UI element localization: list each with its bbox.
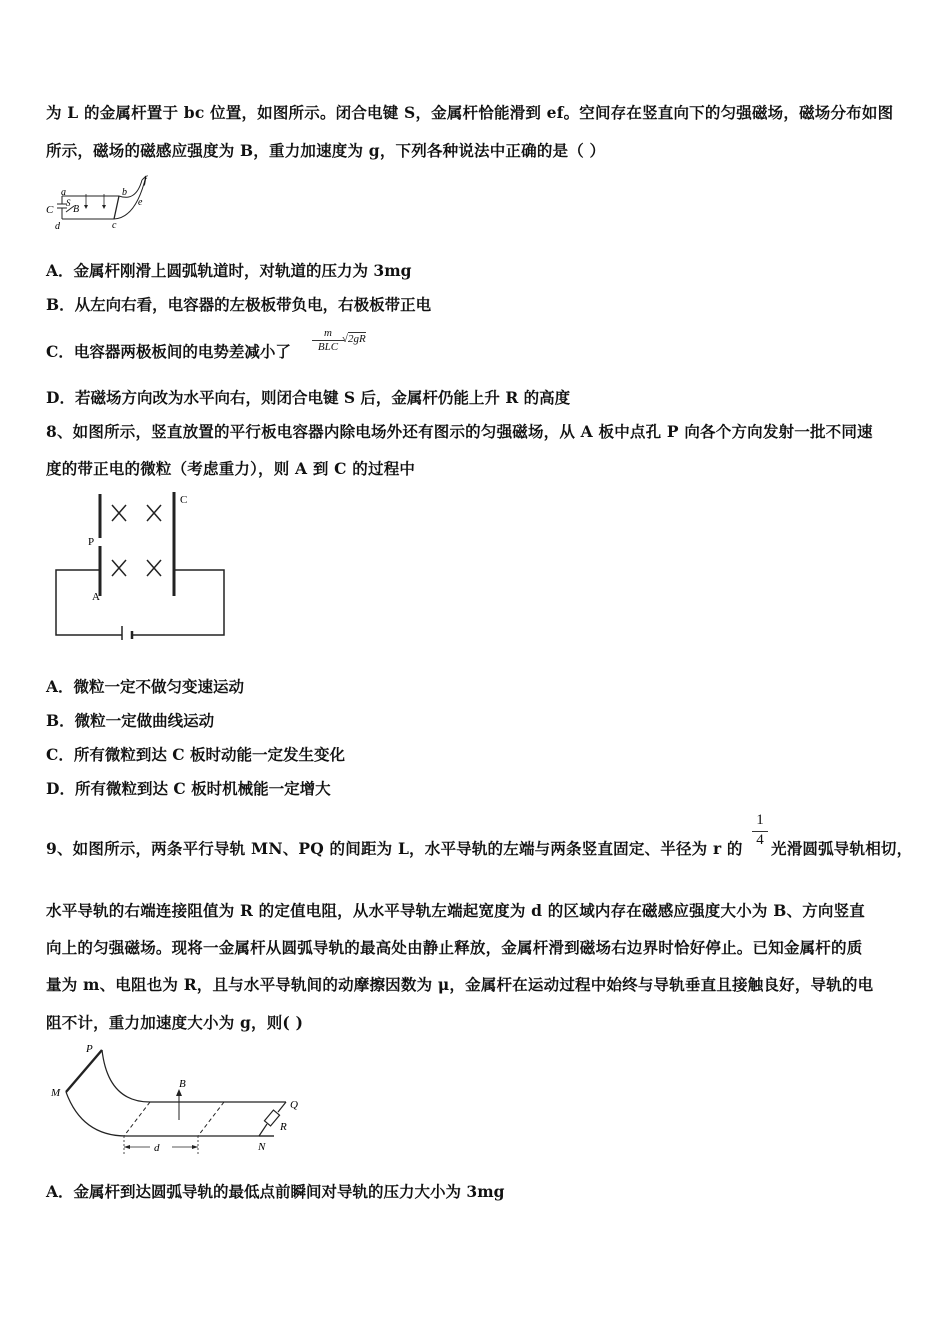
q7-label-a: a	[61, 187, 66, 198]
q8-stem-line1: 8、如图所示，竖直放置的平行板电容器内除电场外还有图示的匀强磁场，从 A 板中点孔 P 向各个方向发射一批不同速	[46, 422, 873, 441]
q7-label-e: e	[138, 197, 143, 208]
q7-option-a: A．金属杆刚滑上圆弧轨道时，对轨道的压力为 3mg	[46, 261, 412, 280]
q8-label-P: P	[88, 536, 95, 548]
q8-option-a: A．微粒一定不做匀变速运动	[46, 677, 245, 696]
q9-label-P: P	[86, 1043, 93, 1055]
q7-option-d: D．若磁场方向改为水平向右，则闭合电键 S 后，金属杆仍能上升 R 的高度	[46, 388, 571, 407]
q9-stem-line3: 向上的匀强磁场。现将一金属杆从圆弧导轨的最高处由静止释放，金属杆滑到磁场右边界时恰好停止。已知金属杆的质	[46, 938, 863, 957]
q9-stem-line1b: 光滑圆弧导轨相切，	[771, 839, 913, 858]
q8-option-d: D．所有微粒到达 C 板时机械能一定增大	[46, 779, 331, 798]
q7-label-b: b	[122, 187, 127, 198]
q7-label-f: f	[144, 175, 147, 186]
q8-option-c: C．所有微粒到达 C 板时动能一定发生变化	[46, 745, 345, 764]
q7-figure	[44, 172, 164, 234]
q7-label-c: c	[112, 220, 117, 231]
q9-label-d: d	[154, 1142, 160, 1154]
q9-option-a: A．金属杆到达圆弧导轨的最低点前瞬间对导轨的压力大小为 3mg	[46, 1182, 505, 1201]
q9-stem-line5: 阻不计，重力加速度大小为 g，则( )	[46, 1013, 304, 1032]
q9-quarter-fraction: 1 4	[752, 812, 768, 849]
q9-figure	[46, 1040, 308, 1158]
q7-label-C: C	[46, 204, 54, 216]
q7-label-S: S	[66, 198, 71, 208]
q9-label-R: R	[280, 1121, 287, 1133]
q7-stem-line2: 所示，磁场的磁感应强度为 B，重力加速度为 g，下列各种说法中正确的是（ ）	[46, 141, 606, 160]
q7-label-B: B	[73, 204, 80, 215]
q7-option-c-sqrt: √2gR	[342, 333, 366, 345]
q8-stem-line2: 度的带正电的微粒（考虑重力），则 A 到 C 的过程中	[46, 459, 416, 478]
q9-label-Q: Q	[290, 1099, 298, 1111]
q7-option-b: B．从左向右看，电容器的左极板带负电，右极板带正电	[46, 295, 432, 314]
q8-label-A: A	[92, 591, 100, 603]
q8-figure	[50, 488, 235, 640]
q9-stem-line4: 量为 m、电阻也为 R，且与水平导轨间的动摩擦因数为 μ，金属杆在运动过程中始终与导轨垂直且接触良好，导轨的电	[46, 975, 874, 994]
q9-label-B: B	[179, 1078, 186, 1090]
q8-option-b: B．微粒一定做曲线运动	[46, 711, 215, 730]
q9-label-N: N	[258, 1141, 266, 1153]
q8-label-C: C	[180, 494, 188, 506]
q7-option-c-fraction: m BLC	[312, 327, 344, 353]
q9-label-M: M	[51, 1087, 61, 1099]
q7-option-c: C．电容器两极板间的电势差减小了	[46, 342, 291, 361]
q7-label-d: d	[55, 221, 60, 232]
q9-stem-line1: 9、如图所示，两条平行导轨 MN、PQ 的间距为 L，水平导轨的左端与两条竖直固定、半径为 r 的	[46, 839, 743, 858]
q7-stem-line1: 为 L 的金属杆置于 bc 位置，如图所示。闭合电键 S，金属杆恰能滑到 ef。空间存在竖直向下的匀强磁场，磁场分布如图	[46, 103, 894, 122]
q9-stem-line2: 水平导轨的右端连接阻值为 R 的定值电阻，从水平导轨左端起宽度为 d 的区域内存在磁感应强度大小为 B、方向竖直	[46, 901, 866, 920]
